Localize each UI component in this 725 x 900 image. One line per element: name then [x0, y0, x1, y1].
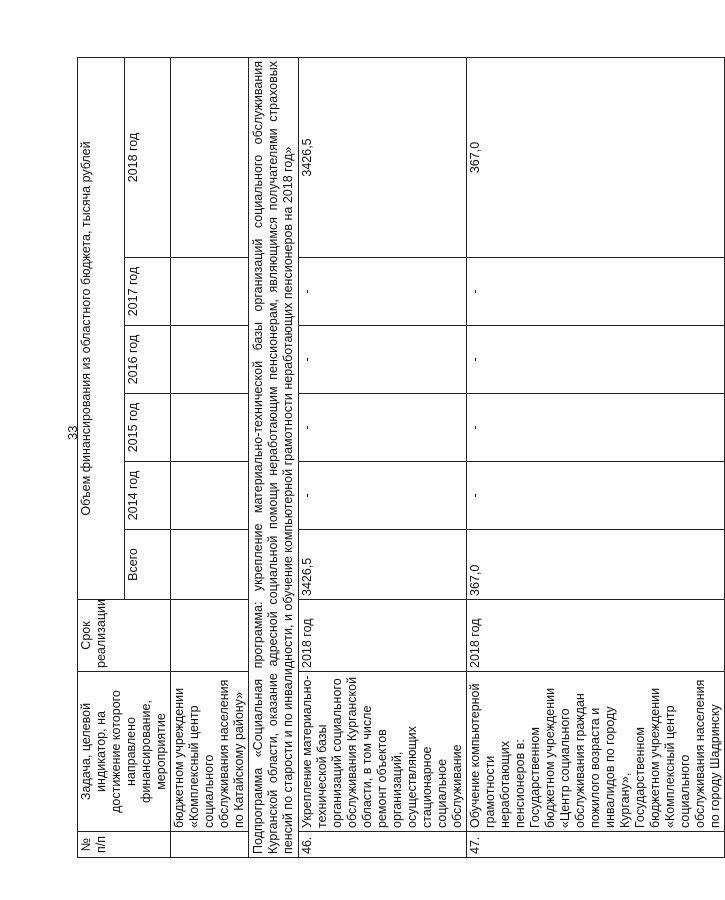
row-2018: 367,0 — [467, 57, 725, 257]
subprogram-text: Подпрограмма «Социальная программа: укрепление материально-технической базы организаций социального обслуживания Курганской области, оказание адресной социальной помощи неработающим пенсионерам, являющимся получателями страховых пенсий по старости и по инвалидности, и обучение компьютерной грамотности неработающих пенсионеров на 2018 год» — [249, 57, 299, 857]
header-year-2015: 2015 год — [124, 394, 171, 462]
continuation-num — [171, 832, 249, 858]
header-year-2018: 2018 год — [124, 57, 171, 257]
header-funding-group: Объем финансирования из областного бюджета, тысяча рублей — [78, 57, 125, 599]
rotated-table-container — [77, 58, 722, 858]
row-task: Обучение компьютерной грамотности неработающих пенсионеров в: Государственном бюджетном учреждении «Центр социального обслуживания граждан пожилого возраста и инвалидов по городу Кургану», Государственном бюджетном учреждении «Комплексный центр социального обслуживания населения по городу Шадринску — [467, 672, 725, 832]
continuation-task: бюджетном учреждении «Комплексный центр социального обслуживания населения по Катайскому району» — [171, 672, 249, 832]
row-term: 2018 год — [299, 600, 467, 672]
row-term: 2018 год — [467, 600, 725, 672]
header-num: № п/п — [78, 832, 171, 858]
row-2016: - — [467, 326, 725, 394]
row-2018: 3426,5 — [299, 57, 467, 257]
header-total: Всего — [124, 530, 171, 600]
row-2015: - — [299, 394, 467, 462]
row-task: Укрепление материально-технической базы организаций социального обслуживания Курганской области, в том числе ремонт объектов организаций, осуществляющих стационарное социальное обслуживание — [299, 672, 467, 832]
row-2016: - — [299, 326, 467, 394]
row-2017: - — [467, 258, 725, 326]
header-year-2017: 2017 год — [124, 258, 171, 326]
header-task: Задача, целевой индикатор, на достижение которого направлено финансирование, мероприятие — [78, 672, 171, 832]
row-total: 3426,5 — [299, 530, 467, 600]
row-2014: - — [467, 462, 725, 530]
table-row — [467, 57, 725, 857]
header-year-2014: 2014 год — [124, 462, 171, 530]
page-number: 33 — [65, 425, 80, 440]
row-total: 367,0 — [467, 530, 725, 600]
table-row — [299, 57, 467, 857]
funding-table — [77, 57, 725, 858]
row-num: 46. — [299, 832, 467, 858]
row-num: 47. — [467, 832, 725, 858]
subprogram-row — [249, 57, 299, 857]
continuation-row — [171, 57, 249, 857]
header-term: Срок реализации — [78, 600, 171, 672]
row-2015: - — [467, 394, 725, 462]
header-year-2016: 2016 год — [124, 326, 171, 394]
header-row-1 — [78, 57, 125, 857]
row-2017: - — [299, 258, 467, 326]
row-2014: - — [299, 462, 467, 530]
